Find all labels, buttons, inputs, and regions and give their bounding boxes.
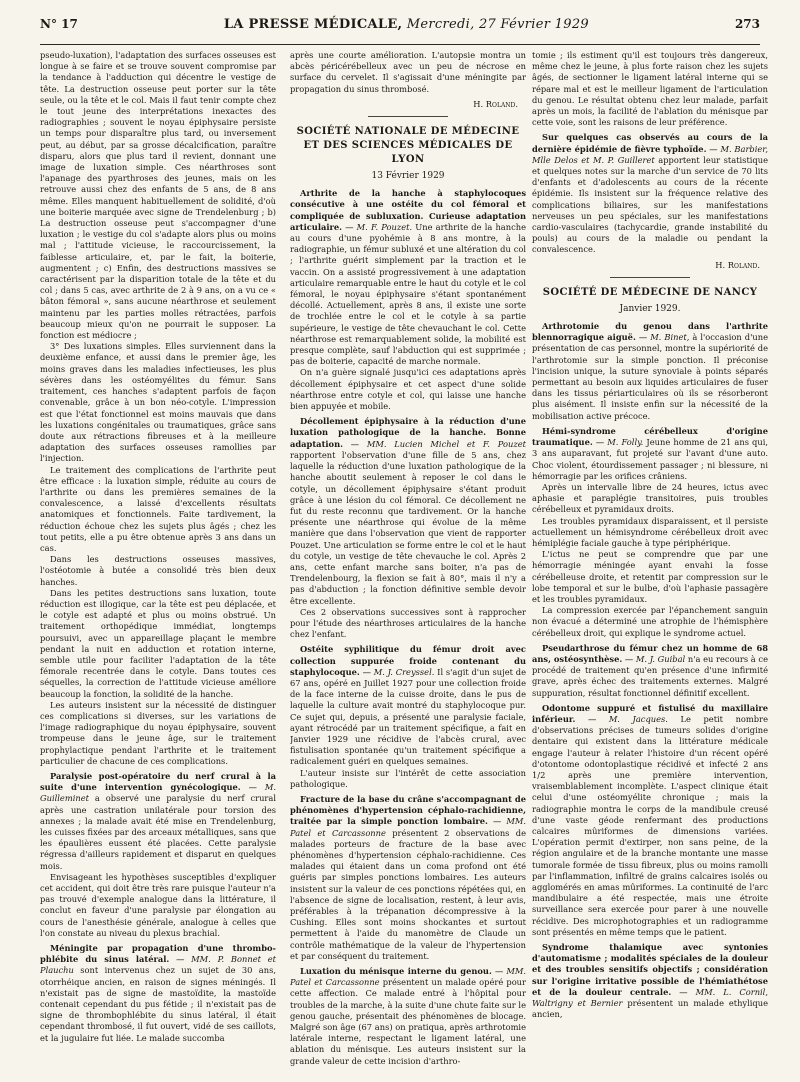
article-author: — M. Guilleminet	[40, 782, 276, 804]
article-author: — MM. P. Bonnet et Plauchu	[40, 954, 276, 976]
paragraph: On n'a guère signalé jusqu'ici ces adaptations après décollement épiphysaire et cet aspect d'une solide néarthrose entre cotyle et col, qui laisse une hanche bien appuyée et mobile.	[290, 367, 526, 412]
article-body: à l'occasion d'une présentation de cas personnel, montre la supériorité de l'arthrotomie sur la simple ponction. Il préconise l'incision unique, la suture synoviale à points séparés permettant au besoin aux liquides articulaires de fuser dans les tissus périarticulaires où ils se résorberont plus aisément. Il insiste enfin sur la nécessité de la mobilisation active précoce.	[532, 332, 768, 421]
article-author: — M. F. Pouzet.	[342, 221, 413, 232]
author-signature: H. Roland.	[473, 98, 518, 109]
article-author: — MM. Patel et Carcassonne	[290, 816, 526, 838]
paragraph: L'ictus ne peut se comprendre que par une hémorragie méningée ayant envahi la fosse cérébelleuse droite, et retentit par compression sur le lobe temporal et sur le bulbe, d'où l'aphasie passagère et les troubles pyramidaux.	[532, 549, 768, 604]
article-title: Ostéite syphilitique du fémur droit avec collection suppurée froide contenant du staphylocoque.	[290, 644, 526, 677]
article-body: présentent un malade ethylique ancien,	[532, 998, 768, 1020]
article-title: Fracture de la base du crâne s'accompagnant de phénomènes d'hypertension céphalo-rachidienne, traitée par la simple ponction lombaire.	[290, 793, 526, 827]
article-patel-fracture	[290, 794, 526, 962]
article-body: n'a eu recours à ce procédé de traitement qu'en présence d'une infirmité grave, après échec des traitements externes. Malgré suppuration, résultat fonctionnel définitif excellent.	[532, 653, 768, 698]
society-heading: SOCIÉTÉ DE MÉDECINE DE NANCY	[542, 286, 758, 298]
paragraph: Les troubles pyramidaux disparaissent, et il persiste actuellement un hémisyndrome cérébelleux droit avec hémiplégie faciale gauche à type périphérique.	[532, 515, 768, 548]
column-1	[40, 50, 276, 1074]
article-body: Une arthrite de la hanche au cours d'une pyohémie à 8 ans montre, à la radiographie, un fémur subluxé et une altération du col ; l'arthrite guérit simplement par la traction et le vaccin. On a assisté progressivement à une adaptation articulaire remarquable entre le haut du cotyle et le col fémoral, le noyau épiphysaire s'étant spontanément décollé. Actuellement, après 8 ans, il existe une sorte de trochlée entre le col et le cotyle à sa partie supérieure, le vestige de tête chevauchant le col. Cette néarthrose est remarquablement solide, la mobilité est presque complète, sauf l'abduction qui est supprimée ; pas de boiterie, capacité de marche normale.	[290, 221, 526, 367]
article-body: Il s'agit d'un sujet de 67 ans, opéré en Juillet 1927 pour une collection froide de la face interne de la cuisse droite, dans le pus de laquelle la culture avait montré du staphylocoque pur. Ce sujet qui, depuis, a présenté une paralysie faciale, ayant rétrocédé par un traitement spécifique, a fait en Janvier 1929 une récidive de l'abcès crural, avec fistulisation spontanée qu'un traitement spécifique a radicalement guéri en quelques semaines.	[290, 666, 526, 767]
society-heading-line: ET DES SCIENCES MÉDICALES DE LYON	[303, 140, 513, 166]
article-jacques	[532, 703, 768, 938]
article-title: Luxation du ménisque interne du genou.	[300, 966, 492, 977]
article-creyssel	[290, 644, 526, 767]
article-title: Hémi-syndrome cérébelleux d'origine traumatique.	[532, 425, 768, 448]
article-body: sont intervenus chez un sujet de 30 ans, otorrhéique ancien, en raison de signes méningés. Il n'existait pas de signe de mastoïdite, la mastoïde contenait cependant du pus fétide ; il n'existait pas de signe de thrombophlébite du sinus latéral, il était cependant thrombosé, il fut ouvert, vidé de ses caillots, et la jugulaire fut liée. Le malade succomba	[40, 965, 276, 1043]
society-heading	[290, 125, 526, 167]
article-author: — M. Folly.	[592, 437, 644, 448]
paragraph: Après un intervalle libre de 24 heures, ictus avec aphasie et paraplégie transitoires, puis troubles cérébelleux et pyramidaux droits.	[532, 481, 768, 515]
society-heading-line: SOCIÉTÉ NATIONALE DE MÉDECINE	[296, 126, 520, 138]
article-author: — M. Barbier, Mlle Delos et M. P. Guilleret	[532, 143, 768, 165]
article-title: Décollement épiphysaire à la réduction d'une luxation pathologique de la hanche. Bonne adaptation.	[290, 416, 526, 449]
article-patel-menisque	[290, 966, 526, 1067]
paper-title: LA PRESSE MÉDICALE,	[223, 16, 403, 32]
issue-date: Mercredi, 27 Février 1929	[402, 16, 589, 32]
column-3	[532, 50, 768, 1074]
section-divider	[368, 116, 448, 117]
column-2	[290, 50, 526, 1074]
article-title: Arthrite de la hanche à staphylocoques consécutive à une ostéite du col fémoral et compliquée de subluxation. Curieuse adaptation articulaire.	[290, 188, 526, 232]
paragraph: Ces 2 observations successives sont à rapprocher pour l'étude des néarthroses articulaires de la hanche chez l'enfant.	[290, 606, 526, 640]
page-number: 273	[734, 17, 760, 31]
article-cornil	[532, 942, 768, 1020]
article-title: Arthrotomie du genou dans l'arthrite blennorragique aiguë.	[532, 321, 768, 343]
article-body: rapportent l'observation d'une fille de 5 ans, chez laquelle la réduction d'une luxation pathologique de la hanche aboutit seulement à reposer le col dans le cotyle, un décollement épiphysaire s'étant produit grâce à une lésion du col fémoral. Ce décollement ne fut du reste reconnu que tardivement. Or la hanche présente une néarthrose qui évolue de la même manière que dans l'observation que vient de rapporter Pouzet. Une articulation se forme entre le col et le haut du cotyle, un vestige de tête chevauche le col. Après 2 ans, cette enfant marche sans boiter, n'a pas de Trendelenbourg, la flexion se fait à 80°, mais il n'y a pas d'abduction ; la fonction définitive semble devoir être excellente.	[290, 449, 526, 606]
issue-number: N° 17	[40, 17, 78, 31]
article-author: — M. Jacques.	[575, 713, 668, 724]
article-title: Sur quelques cas observés au cours de la dernière épidémie de fièvre typhoïde.	[532, 132, 768, 154]
article-author: — M. Binet,	[635, 332, 690, 343]
article-author: — M. J. Creyssel.	[359, 666, 435, 677]
article-author: — MM. Patel et Carcassonne	[290, 966, 526, 988]
article-title: Paralysie post-opératoire du nerf crural à la suite d'une intervention gynécologique.	[40, 771, 276, 793]
paragraph: 3° Des luxations simples. Elles surviennent dans la deuxième enfance, et aussi dans le premier âge, les moins graves dans les maladies infectieuses, les plus sévères dans les ostéomyélites du fémur. Sans traitement, ces hanches s'adaptent parfois de façon convenable, grâce à un bon néo-cotyle. L'impression est que l'état fonctionnel est moins mauvais que dans les luxations congénitales ou traumatiques, grâce sans doute aux rétractions fibreuses et à la meilleure adaptation des surfaces osseuses ramollies par l'injection.	[40, 341, 276, 464]
article-bonnet-plauchu	[40, 943, 276, 1044]
article-title: Méningite par propagation d'une thrombo-phlébite du sinus latéral.	[40, 943, 276, 965]
masthead	[224, 17, 589, 32]
article-folly	[532, 426, 768, 482]
paragraph: après une courte amélioration. L'autopsie montra un abcès péricérébelleux avec un peu de nécrose en surface du cervelet. Il s'agissait d'une méningite par propagation du sinus thrombosé.	[290, 50, 526, 94]
paragraph: Les auteurs insistent sur la nécessité de distinguer ces complications si diverses, sur les variations de l'image radiographique du noyau épiphysaire, souvent trompeuse dans le jeune âge, sur le traitement prophylactique pendant l'arthrite et le traitement particulier de chacune de ces complications.	[40, 699, 276, 766]
article-body: Jeune homme de 21 ans qui, 3 ans auparavant, fut projeté sur l'avant d'une auto. Choc violent, étourdissement passager ; ni blessure, ni hémorragie par les orifices crâniens.	[532, 437, 768, 481]
article-pouzet	[290, 188, 526, 367]
author-signature: H. Roland.	[715, 259, 760, 270]
article-guilleminet	[40, 771, 276, 872]
article-body: présentent 2 observations de malades porteurs de fracture de la base avec phénomènes d'hypertension céphalo-rachidienne. Ces malades qui étaient dans un coma profond ont été guéris par simples ponctions lombaires. Les auteurs insistent sur la valeur de ces ponctions répétées qui, en l'absence de signe de localisation, restent, à leur avis, préférables à la trépanation décompressive à la Cushing. Elles sont moins shockantes et surtout permettent à l'aide du manomètre de Claude un contrôle mathématique de la valeur de l'hypertension et par conséquent du traitement.	[290, 827, 526, 961]
article-body: apportent leur statistique et quelques notes sur la marche d'un service de 70 lits d'enfants et d'adolescents au cours de la récente épidémie. Ils insistent sur la fréquence relative des complications biliaires, sur les manifestations nerveuses un peu spéciales, sur les manifestations cardio-vasculaires (tachycardie, grande instabilité du pouls) au cours de la maladie ou pendant la convalescence.	[532, 154, 768, 255]
section-divider	[610, 277, 690, 278]
article-binet	[532, 321, 768, 422]
page-header	[40, 4, 760, 45]
paragraph: Dans les petites destructions sans luxation, toute réduction est illogique, car la tête est peu déplacée, et le cotyle est adapté et plus ou moins obstrué. Un traitement orthopédique immédiat, longtemps poursuivi, avec un appareillage plaçant le membre pendant la nuit en adduction et rotation interne, semble utile pour faciliter l'adaptation de la tête fémorale recentrée dans le cotyle. Dans toutes ces séquelles, la correction de l'attitude vicieuse améliore beaucoup la fonction, la solidité de la hanche.	[40, 587, 276, 699]
article-body: a observé une paralysie du nerf crural après une castration unilatérale pour torsion des annexes ; la malade avait été mise en Trendelenburg, les cuisses fixées par des arceaux métalliques, sans que les épaulières eussent été placées. Cette paralysie régressa d'ailleurs rapidement et disparut en quelques mois.	[40, 793, 276, 871]
article-michel-pouzet	[290, 416, 526, 606]
paragraph: Le traitement des complications de l'arthrite peut être efficace : la luxation simple, réduite au cours de l'arthrite ou dans les premières semaines de la convalescence, a laissé d'excellents résultats anatomiques et fonctionnels. Faite tardivement, la réduction échoue chez les sujets plus âgés ; chez les tout petits, elle a pu être obtenue après 3 ans dans un cas.	[40, 464, 276, 553]
article-body: Le petit nombre d'observations précises de tumeurs solides d'origine dentaire qui existent dans la littérature médicale engage l'auteur à relater l'histoire d'un récent opéré d'otontome odontoplastique récidivé et infecté 2 ans 1/2 après une première intervention, vraisemblablement incomplète. L'aspect clinique était celui d'une ostéomyélite chronique ; mais la radiographie montra le corps de la mandibule creusé d'une vaste géode renfermant des productions calcaires mûriformes de dimensions variées. L'opération permit d'extirper, non sans peine, de la région angulaire et de la branche montante une masse tumorale formée de tissu fibreux, plus ou moins ramolli par l'inflammation, infiltré de grains calcaires isolés ou agglomérés en amas mûriformes. La continuité de l'arc mandibulaire a été respectée, mais une étroite surveillance sera exercée pour parer à une nouvelle récidive. Des microphotographies et un radiogramme sont présentés en même temps que le patient.	[532, 713, 768, 937]
article-title: Syndrome thalamique avec syntonies d'automatisme ; modalités spéciales de la douleur et des troubles sensitifs objectifs ; considération sur l'origine irritative possible de l'hémiathétose et de la douleur centrale.	[532, 942, 768, 997]
paragraph: La compression exercée par l'épanchement sanguin non évacué a déterminé une atrophie de l'hémisphère cérébelleux droit, qui explique le syndrome actuel.	[532, 605, 768, 638]
article-title: Pseudarthrose du fémur chez un homme de 68 ans, ostéosynthèse.	[532, 642, 768, 664]
article-author: — MM. L. Cornil, Waltrigny et Bernier	[532, 986, 768, 1009]
paragraph: Envisageant les hypothèses susceptibles d'expliquer cet accident, qui doit être très rare puisque l'auteur n'a pas trouvé d'exemple analogue dans la littérature, il conclut en faveur d'une paralysie par élongation au cours de l'anesthésie générale, analogue à celles que l'on constate au niveau du plexus brachial.	[40, 871, 276, 938]
article-author: — MM. Lucien Michel et F. Pouzet	[343, 438, 526, 449]
paragraph: tomie ; ils estiment qu'il est toujours très dangereux, même chez le jeune, à plus forte raison chez les sujets âgés, de sectionner le ligament latéral interne qui se répare mal et est le meilleur ligament de l'articulation du genou. Le résultat obtenu chez leur malade, parfait après un mois, la facilité de l'ablation du ménisque par cette voie, sont les raisons de leur préférence.	[532, 50, 768, 128]
session-date: 13 Février 1929	[371, 171, 445, 182]
article-body: présentent un malade opéré pour cette affection. Ce malade entré à l'hôpital pour troubles de la marche, à la suite d'une chute faite sur le genou gauche, présentait des phénomènes de blocage. Malgré son âge (67 ans) on pratiqua, après arthrotomie latérale interne, respectant le ligament latéral, une ablation du ménisque. Les auteurs insistent sur la grande valeur de cette incision d'arthro-	[290, 977, 526, 1066]
paragraph: Dans les destructions osseuses massives, l'ostéotomie à butée a consolidé très bien deux hanches.	[40, 554, 276, 587]
session-date: Janvier 1929.	[619, 303, 681, 314]
article-author: — M. J. Guibal	[622, 653, 686, 664]
paragraph: L'auteur insiste sur l'intérêt de cette association pathologique.	[290, 767, 526, 789]
paragraph: pseudo-luxation), l'adaptation des surfaces osseuses est longue à se faire et se trouve souvent compromise par la tendance à l'adduction qui décentre le vestige de tête. La destruction osseuse peut porter sur la tête seule, ou la tête et le col. Mais il faut tenir compte chez le tout jeune des interprétations inexactes des radiographies ; souvent le noyau épiphysaire persiste un temps pour disparaître plus tard, ou inversement peut, au début, par sa grosse décalcification, paraître disparu, alors que plus tard il revient, donnant une image de luxation simple. Ces néarthroses sont l'apanage des pyarthroses des jeunes, mais on les retrouve aussi chez des enfants de 5 ans, de 8 ans même. Elles manquent habituellement de solidité, d'où une boiterie marquée avec signe de Trendelenburg ; b) La destruction osseuse peut s'accompagner d'une luxation ; le vestige du col s'adapte alors plus ou moins mal ; l'attitude vicieuse, le raccourcissement, la faiblesse articulaire, et, par le fait, la boiterie, augmentent ; c) Enfin, des destructions massives se caractérisent par la disparition totale de la tête et du col ; dans 5 cas, avec arthrite de 2 à 9 ans, on a vu ce « bâton fémoral », sans aucune néarthrose et seulement maintenu par les parties molles rétractées, parfois beaucoup mieux qu'on ne pourrait le supposer. La fonction est médiocre ;	[40, 50, 276, 341]
article-title: Odontome suppuré et fistulisé du maxillaire inférieur.	[532, 702, 768, 724]
article-barbier	[532, 132, 768, 255]
article-guibal	[532, 643, 768, 699]
